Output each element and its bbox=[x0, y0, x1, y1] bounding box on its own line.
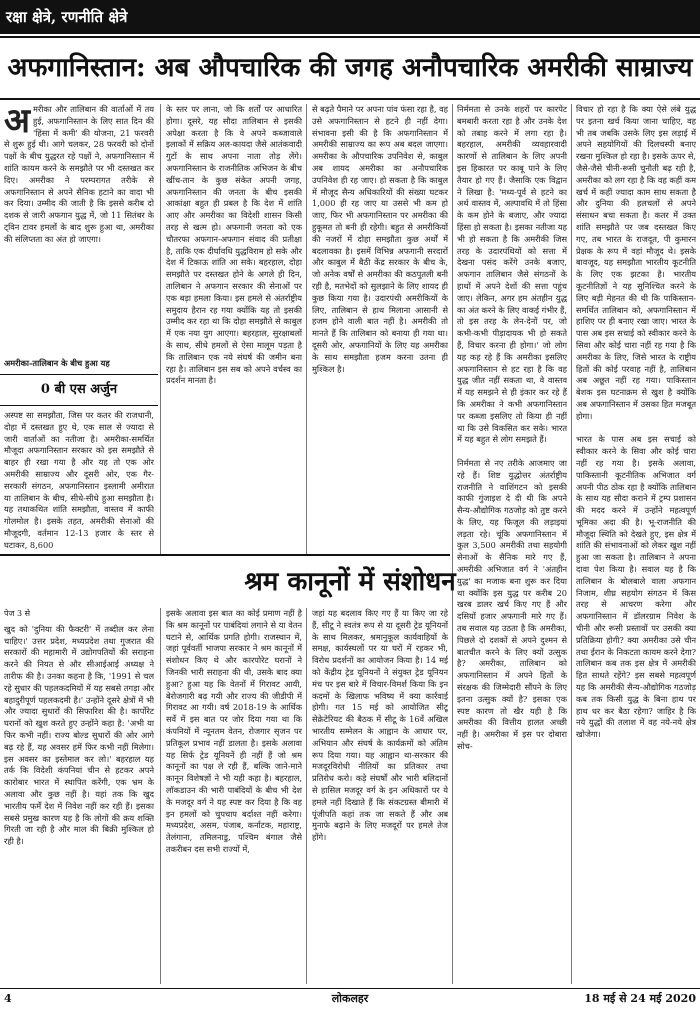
main-col1-bottom-text: अस्पष्ट सा समझौता, जिस पर कतर की राजधानी, दोहा में दस्तखत हुए थे, एक साल से ज्यादा से जारी वार्ताओं का नतीजा है। अमरीका-समर्थित मौजूदा अफगानिस्तान सरकार को इस समझौते से बाहर ही रखा गया है और यह तो एक ओर अमरीकी साम्राज्य और दूसरी ओर, एक गैर-सरकारी संगठन, अफगानिस्तान इस्लामी अमीरात या तालिबान के बीच, सीधे-सीधे हुआ समझौता है। यह तथाकथित शांति समझौता, वास्तव में काफी गोलमोल है। इसके तहत, अमरीकी सेनाओं की मौजूदगी, वर्तमान 12-13 हजार के स्तर से घटाकर, 8,600 bbox=[4, 410, 154, 550]
second-article-col2 bbox=[166, 608, 302, 984]
second-col4-text: निर्ममता से नए तरीके आजमाए जा रहे हैं। शिष्ट युद्धोत्तर अंतर्राष्ट्रीय राजनीति ने वाशिंगटन को इसकी काफी गुंजाइश दे दी थी कि अपने सैन्य-औद्योगिक गठजोड़ को तुष्ट करने के लिए, यह फिजूल की लड़ाइयां लड़ता रहे। चूंकि अफगानिस्तान में कुल 3,500 अमरीकी तथा सहयोगी सेनाओं के सैनिक मारे गए हैं, अमरीकी अभिजात वर्ग ने 'अंतहीन युद्ध' का मजाक बना शुरू कर दिया था क्योंकि इस युद्ध पर करीब 20 खरब डालर खर्च किए गए हैं और दसियों हजार अफगानी मारे गए हैं। तब सवाल यह उठता है कि अमरीका, पिछले दो दशकों से अपने दुश्मन से बातचीत करने के लिए क्यों उत्सुक है? अमरीका, तालिबान को अफगानिस्तान में अपने हितों के संरक्षक की जिम्मेदारी सौंपने के लिए इतना उत्सुक क्यों है? इसका एक स्पष्ट कारण तो खैर यही है कि अमरीका की वित्तीय हालत अच्छी नहीं है। अमरीका में इस पर दोबारा सोच- bbox=[457, 457, 567, 752]
publication-name: लोकलहर bbox=[331, 992, 369, 1005]
column-rule bbox=[306, 104, 307, 554]
caption-text: अमरीका-तालिबान के बीच हुआ यह bbox=[4, 358, 110, 368]
second-headline: श्रम कानूनों में संशोधन bbox=[244, 567, 456, 597]
page-footer bbox=[0, 988, 700, 1010]
column-rule bbox=[452, 104, 453, 984]
section-label: रक्षा क्षेत्रे, रणनीति क्षेत्रे bbox=[0, 0, 700, 34]
main-article-col1-top bbox=[4, 104, 154, 358]
main-col5-text: विचार हो रहा है कि क्या ऐसे लंबे युद्ध पर इतना खर्च किया जाना चाहिए, वह भी तब जबकि उसके लिए इस लड़ाई में अपने सहयोगियों की दिलचस्पी बनाए रखना मुश्किल हो रहा है। इसके ऊपर से, जैसे-जैसे चीनी-रूसी चुनौती बढ़ रही है, अमरीका को लग रहा है कि वह कहीं कम खर्च में कहीं ज्यादा काम साध सकता है और दुनिया की हलचलों से अपने संसाधन बचा सकता है। कतर में उक्त शांति समझौते पर जब दस्तखत किए गए, तब भारत के राजदूत, पी कुमारन प्रेक्षक के रूप में वहां मौजूद थे। इसके बावजूद, यह समझौता भारतीय कूटनीति के लिए एक झटका है। भारतीय कूटनीतिज्ञों ने यह सुनिश्चित करने के लिए बड़ी मेहनत की थी कि पाकिस्तान-समर्थित तालिबान को, अफगानिस्तान में हाशिए पर ही बनाए रखा जाए। भारत के पास अब इस सचाई को स्वीकार करने के सिवा और कोई चारा नहीं रह गया है कि अमरीका के लिए, जिसे भारत के राष्ट्रीय हितों की कोई परवाह नहीं है, तालिबान अब अछूत नहीं रह गया। पाकिस्तान बेशक इस घटनाक्रम से खुश है क्योंकि अब अफगानिस्तान में उसका हित मजबूत होगा। bbox=[576, 104, 696, 421]
column-rule bbox=[571, 104, 572, 984]
second-col1-text: खुद को 'दुनिया की फैक्टरी' में तब्दील कर लेना चाहिए।' उत्तर प्रदेश, मध्यप्रदेश तथा गुजरात की सरकारों की महामारी में उद्योगपतियों की सराहना करने की नियत से और सीआईआई अध्यक्ष ने तारीफ की है। उनका कहना है कि, '1991 से चल रहे सुधार की पहलकदमियों में यह सबसे तगड़ा और बहादुरीपूर्ण पहलकदमी है।' उन्होंने दूसरे क्षेत्रों में भी और ज्यादा सुधारों की सिफारिश की है। कार्पोरेट घरानों को खुश करते हुए उन्होंने कहा है: 'अभी या फिर कभी नहीं। राज्य बोल्ड सुधारों की ओर आगे बढ़ रहे हैं, यह अवसर हमें फिर कभी नहीं मिलेगा। इस अवसर का इस्तेमाल कर लो।' बहरहाल यह तर्क कि विदेशी कंपनियां चीन से हटकर अपने कारोबार भारत में स्थापित करेंगी, एक भ्रम के अलावा और कुछ नहीं है। यहां तक कि खुद भारतीय फर्में देश में निवेश नहीं कर रही हैं। इसका सबसे प्रमुख कारण यह है कि लोगों की क्रय शक्ति गिरती जा रही है और माल की बिक्री मुश्किल हो रही है। bbox=[4, 623, 154, 847]
main-article-col1-bottom bbox=[4, 410, 154, 550]
main-caption bbox=[4, 358, 154, 372]
main-col3-text: से बढ़ते पैमाने पर अपना पांव फंसा रहा है, वह उसे अफगानिस्तान से हटने ही नहीं देगा। संभावना इसी की है कि अफगानिस्तान में अमरीकी साम्राज्य का रूप अब बदल जाएगा। अमरीका के औपचारिक उपनिवेश से, काबुल अब शायद अमरीका का अनौपचारिक उपनिवेश ही रह जाए। हो सकता है कि काबुल में मौजूद सैन्य अधिकारियों की संख्या घटकर 1,000 ही रह जाए या उससे भी कम हो जाए, फिर भी अफगानिस्तान पर अमरीका की हुकूमत तो बनी ही रहेगी। बहुत से अमरीकियों की नजरों में दोहा समझौता कुछ अर्थों में बदलावका है। इसमें विभिन्न अफगानी सरदारों और काबुल में बैठी केंद्र सरकार के बीच के, जो अनेक वर्षों से अमरीका की कठपुतली बनी रही है, मतभेदों को सुलझाने के लिए शायद ही कुछ किया गया है। उदारपंथी अमरीकियों के लिए, तालिबान से हाथ मिलाना आसानी से हजम होने वाली बात नहीं है। अमरीकी तो मानते हैं कि तालिबान को बनाया ही गया था। दूसरी ओर, अफगानियों के लिए यह अमरीका के साथ समझौता हजम करना उतना ही मुश्किल है। bbox=[312, 104, 448, 374]
section-divider bbox=[0, 554, 450, 556]
page-ref: पेज 3 से bbox=[4, 609, 31, 618]
main-article-col5 bbox=[576, 104, 696, 980]
byline: 0 बी एस अर्जुन bbox=[0, 374, 158, 406]
main-article-col4 bbox=[457, 104, 567, 980]
page-number: 4 bbox=[4, 992, 12, 1005]
main-article-col3 bbox=[312, 104, 448, 550]
second-col3-text: जहां यह बदलाव किए गए हैं या किए जा रहे हैं, सीटू ने स्वतंत्र रूप से या दूसरी ट्रेड यूनियनों के साथ मिलकर, श्रमानुकूल कार्यवाहियों के समक्ष, कार्यस्थलों पर या घरों में रहकर भी, विरोध प्रदर्शनों का आयोजन किया है। 14 मई को केंद्रीय ट्रेड यूनियनों ने संयुक्त ट्रेड यूनियन मंच पर इस बारे में विचार-विमर्श किया कि इन कदमों के खिलाफ भविष्य में क्या कार्रवाई होगी। गत 15 मई को आयोजित सीटू सेक्रेटेरियट की बैठक में सीटू के 16वें अखिल भारतीय सम्मेलन के आह्वान के आधार पर, अभियान और संघर्ष के कार्यक्रमों को अंतिम रूप दिया गया। यह आह्वान था-सरकार की मजदूरविरोधी नीतियों का प्रतिकार तथा प्रतिरोध करो। कड़े संघर्षों और भारी बलिदानों से हासिल मजदूर वर्ग के इन अधिकारों पर ये हमले नहीं दिखाते हैं कि संकटग्रस्त बीमारी में पूंजीपति कहां तक जा सकते हैं और अब मुनाफे बढ़ाने के लिए मजदूरों पर हमले तेज होंगे। bbox=[312, 608, 448, 843]
main-col2-text: के स्तर पर लाना, जो कि शर्तों पर आधारित होगा। दूसरे, यह सौदा तालिबान से इसकी अपेक्षा करता है कि वे अपने कब्जावाले इलाकों में सक्रिय अल-कायदा जैसे आतंकवादी गुटों के साथ अपना नाता तोड़ लेंगे। अफगानिस्तान के राजनीतिक अभिजन के बीच खींच-तान के कुछ संकेत अपनी जगह, अफगानिस्तान की जनता के बीच इसकी आकांक्षा बहुत ही प्रबल है कि देश में शांति आए और अमरीका का विदेशी शासन किसी तरह से खत्म हो। अफगानी जनता को एक चौतरफा अफगान-अफगान संवाद की प्रतीक्षा है, ताकि एक दीर्घावधि युद्धविराम हो सके और देश में टिकाऊ शांति आ सके। बहरहाल, दोहा समझौते पर दस्तखत होने के अगले ही दिन, तालिबान ने अफगान सरकार की सेनाओं पर एक बड़ा हमला किया। इस हमले से अंतर्राष्ट्रीय समुदाय हैरान रह गया क्योंकि यह तो इसकी उम्मीद कर रहा था कि दोहा समझौते से काबुल में एक नया युग आएगा। बहरहाल, सुरक्षाबलों के साथ, सीधे हमलों से ऐसा मालूम पड़ता है कि तालिबान एक नये संघर्ष की जमीन बना रहा है। तालिबान इस सब को अपने वर्चस्व का प्रदर्शन मानता है। bbox=[166, 104, 302, 386]
column-rule bbox=[306, 608, 307, 984]
main-col1-top-text: मरीका और तालिबान की वार्ताओं में तय हुई, अफगानिस्तान के लिए सात दिन की 'हिंसा में कमी' की योजना, 21 फरवरी से शुरू हुई थी। आगे चलकर, 28 फरवरी को दोनों पक्षों के बीच युद्धरत रहे पक्षों ने, अफगानिस्तान में शांति कायम करने के समझौते पर भी दस्तखत कर दिए। अमरीका ने परम्परागत तरीके से अफगानिस्तान से अपने सैनिक हटाने का वादा भी कर दिया। उम्मीद की जाती है कि इससे करीब दो दशक से जारी अफगान युद्ध में, जो 11 सितंबर के ट्विन टावर हमलों के बाद शुरू हुआ था, अमरीका की संलिप्तता का अंत हो जाएगा। bbox=[4, 104, 154, 244]
second-col2-text: इसके अलावा इस बात का कोई प्रमाण नहीं है कि श्रम कानूनों पर पाबंदियां लगाने से या वेतन घटाने से, आर्थिक प्रगति होगी। राजस्थान में, जहां पूर्ववर्ती भाजपा सरकार ने श्रम कानूनों में संशोधन किए थे और कारपोरेट घरानों ने जिनकी भारी सराहना की थी, उसके बाद क्या हुआ? हुआ यह कि वेतनों में गिरावट आयी, बेरोजगारी बढ़ गयी और राज्य की जीडीपी में गिरावट आ गयी। वर्ष 2018-19 के आर्थिक सर्वे में इस बात पर जोर दिया गया था कि कंपनियों में न्यूनतम वेतन, रोजगार सृजन पर प्रतिकूल प्रभाव नहीं डालता है। इसके अलावा यह सिर्फ ट्रेड यूनियनें ही नहीं हैं जो श्रम कानूनों का पक्ष ले रही हैं, बल्कि जाने-माने कानून विशेषज्ञों ने भी यही कहा है। बहरहाल, लॉकडाउन की भारी पाबंदियों के बीच भी देश के मजदूर वर्ग ने यह स्पष्ट कर दिया है कि वह इन हमलों को चुपचाप बर्दाश्त नहीं करेगा। मध्यप्रदेश, असम, पंजाब, कर्नाटक, महाराष्ट्र, तेलंगाना, तमिलनाडु, पश्चिम बंगाल जैसे तकरीबन दस सभी राज्यों में, bbox=[166, 608, 302, 854]
second-col5-text: भारत के पास अब इस सचाई को स्वीकार करने के सिवा और कोई चारा नहीं रह गया है। इसके अलावा, पाकिस्तानी कूटनीतिक अभिजात वर्ग अपनी पीठ ठोक रहा है क्योंकि तालिबान के साथ यह सौदा कराने में ट्रम्प प्रशासन की मदद करने में उन्होंने महत्वपूर्ण भूमिका अदा की है। भू-राजनीति की मौजूदा स्थिति को देखते हुए, इस क्षेत्र में शांति की संभावनाओं को लेकर खुश नहीं हुआ जा सकता है। तालिबान ने अपना दावा पेश किया है। सवाल यह है कि तालिबान के बोलबाले वाला अफगान निजाम, शीघ्र सहयोग संगठन में किस तरह से आचरण करेगा और अफगानिस्तान में डॉलरग्राम निवेश के चीनी और रूसी प्रस्तावों पर उसकी क्या प्रतिक्रिया होगी? क्या अमरीका उसे चीन तथा ईरान के निकटता कायम करने देगा? तालिबान कब तक इस क्षेत्र में अमरीकी हित साधते रहेंगे? इस सबसे महत्वपूर्ण यह कि अमरीकी सैन्य-औद्योगिक गठजोड़ कब तक किसी युद्ध के बिना हाथ पर हाथ धर कर बैठा रहेगा? जाहिर है कि नये युद्धों की तलाश में वह नये-नये क्षेत्र खोजेगा। bbox=[576, 434, 696, 740]
column-rule bbox=[160, 608, 161, 984]
column-rule bbox=[160, 104, 161, 554]
main-article-col2 bbox=[166, 104, 302, 550]
main-col4-text: निर्ममता से उनके शहरों पर कारपेट बमबारी करता रहा है और उनके देश को तबाह करने में लगा रहा है। बहरहाल, अमरीकी व्यवहारवादी कारणों से तालिबान के लिए अपनी इस हिकारत पर काबू पाने के लिए तैयार हो गए हैं। जैसाकि एक विद्वान ने लिखा है: 'मध्य-पूर्व से हटने का अर्थ वास्तव में, अल्पावधि में तो हिंसा के कम होने के बजाए, और ज्यादा हिंसा हो सकता है। इसका नतीजा यह भी हो सकता है कि अमरीकी जिस तरह के उदारपंथियों को सत्ता में देखना पसंद करेंगे उनके बजाए, अफगान तालिबान जैसे संगठनों के हाथों में अपने देशों की सत्ता पहुंच जाए। लेकिन, अगर हम अंतहीन युद्ध का अंत करने के लिए वाकई गंभीर हैं, तो इस तरह के लेन-देनों पर, जो कभी-कभी पीड़ादायक भी हो सकते हैं, विचार करना ही होगा।' जो लोग यह कह रहे हैं कि अमरीका इसलिए अफगानिस्तान से हट रहा है कि वह युद्ध जीत नहीं सकता था, वे वास्तव में यह समझने से ही इंकार कर रहे हैं कि अमरीका ने कभी अफगानिस्तान पर कब्जा इसलिए तो किया ही नहीं था कि उसे विकसित कर सके। भारत में यह बहुत से लोग समझते हैं। bbox=[457, 104, 567, 445]
second-article-col1 bbox=[4, 608, 154, 984]
issue-date: 18 मई से 24 मई 2020 bbox=[584, 992, 696, 1005]
second-article-col3 bbox=[312, 608, 448, 984]
main-headline: अफगानिस्तान: अब औपचारिक की जगह अनौपचारिक अमरीकी साम्राज्य bbox=[0, 36, 700, 100]
dropcap: अ bbox=[4, 104, 30, 141]
